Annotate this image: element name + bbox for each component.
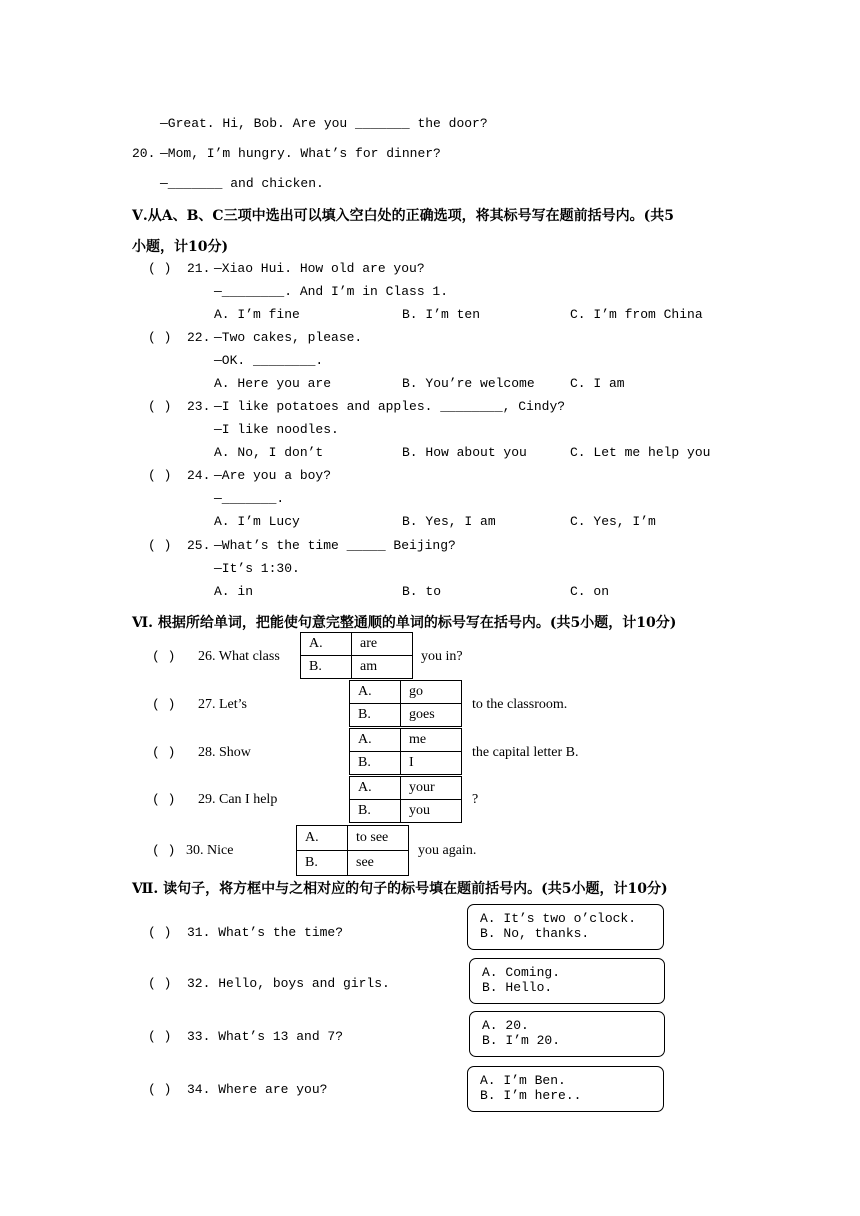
option-b-label: B. <box>350 800 401 823</box>
answer-parentheses[interactable]: ( ) <box>148 1029 172 1044</box>
option-b: B. I’m 20. <box>482 1033 561 1048</box>
question-stem: 27. Let’s <box>198 697 247 712</box>
answer-box <box>467 904 664 950</box>
question-line: —Xiao Hui. How old are you? <box>214 261 425 276</box>
option-b: B. No, thanks. <box>480 926 590 941</box>
answer-parentheses[interactable]: ( ) <box>148 538 172 553</box>
option-b-word: I <box>401 752 462 775</box>
choice-table <box>349 728 462 775</box>
option-b: B. Hello. <box>482 980 553 995</box>
answer-parentheses[interactable]: ( ) <box>152 745 176 760</box>
answer-parentheses[interactable]: ( ) <box>148 976 172 991</box>
option-c: C. on <box>570 584 610 599</box>
option-b: B. You’re welcome <box>402 376 535 391</box>
option-b: B. I’m here.. <box>480 1088 582 1103</box>
answer-parentheses[interactable]: ( ) <box>152 649 176 664</box>
option-c: C. I am <box>570 376 625 391</box>
option-b: B. Yes, I am <box>402 514 496 529</box>
question-tail: you again. <box>418 843 477 858</box>
question-tail: you in? <box>421 649 463 664</box>
option-b: B. I’m ten <box>402 307 481 322</box>
option-a-label: A. <box>350 777 401 800</box>
option-a: A. Here you are <box>214 376 332 391</box>
answer-box <box>467 1066 664 1112</box>
option-a-word: me <box>401 729 462 752</box>
question-text: 31. What’s the time? <box>187 925 344 940</box>
question-stem: 30. Nice <box>186 843 234 858</box>
option-b-label: B. <box>350 752 401 775</box>
option-b-word: see <box>348 851 409 876</box>
dialog-line: —Mom, I’m hungry. What’s for dinner? <box>160 146 441 161</box>
option-c: C. I’m from China <box>570 307 703 322</box>
option-b-label: B. <box>301 656 352 679</box>
option-b-word: you <box>401 800 462 823</box>
section-heading: Ⅵ. 根据所给单词，把能使句意完整通顺的单词的标号写在括号内。(共5小题，计10分) <box>132 615 677 631</box>
question-number: 20. <box>132 146 156 161</box>
question-line: —What’s the time _____ Beijing? <box>214 538 456 553</box>
option-c: C. Yes, I’m <box>570 514 656 529</box>
answer-parentheses[interactable]: ( ) <box>148 330 172 345</box>
option-b: B. to <box>402 584 442 599</box>
option-a: A. I’m fine <box>214 307 300 322</box>
question-line: —OK. ________. <box>214 353 324 368</box>
question-text: 34. Where are you? <box>187 1082 328 1097</box>
question-text: 32. Hello, boys and girls. <box>187 976 390 991</box>
option-a-label: A. <box>350 729 401 752</box>
answer-parentheses[interactable]: ( ) <box>148 468 172 483</box>
question-number: 22. <box>187 330 211 345</box>
option-a-label: A. <box>297 826 348 851</box>
choice-table <box>300 632 413 679</box>
question-stem: 26. What class <box>198 649 280 664</box>
answer-parentheses[interactable]: ( ) <box>148 925 172 940</box>
question-line: —Are you a boy? <box>214 468 332 483</box>
section-heading-cont: 小题，计10分) <box>132 239 229 255</box>
option-a: A. No, I don’t <box>214 445 324 460</box>
question-tail: to the classroom. <box>472 697 568 712</box>
question-line: —Two cakes, please. <box>214 330 363 345</box>
question-number: 21. <box>187 261 211 276</box>
option-b-word: goes <box>401 704 462 727</box>
choice-table <box>349 776 462 823</box>
question-stem: 28. Show <box>198 745 251 760</box>
answer-box <box>469 1011 665 1057</box>
question-line: —It’s 1:30. <box>214 561 300 576</box>
option-a: A. Coming. <box>482 965 561 980</box>
option-a: A. I’m Ben. <box>480 1073 566 1088</box>
option-a-word: go <box>401 681 462 704</box>
question-number: 24. <box>187 468 211 483</box>
option-a: A. 20. <box>482 1018 529 1033</box>
option-a: A. I’m Lucy <box>214 514 300 529</box>
choice-table <box>296 825 409 876</box>
dialog-line: —_______ and chicken. <box>160 176 324 191</box>
option-b-word: am <box>352 656 413 679</box>
option-a-label: A. <box>350 681 401 704</box>
section-heading: Ⅴ.从A、B、C三项中选出可以填入空白处的正确选项，将其标号写在题前括号内。(共5 <box>132 208 674 224</box>
option-a-label: A. <box>301 633 352 656</box>
question-tail: the capital letter B. <box>472 745 579 760</box>
option-a: A. It’s two o’clock. <box>480 911 637 926</box>
question-stem: 29. Can I help <box>198 792 278 807</box>
option-b: B. How about you <box>402 445 527 460</box>
answer-parentheses[interactable]: ( ) <box>152 697 176 712</box>
answer-box <box>469 958 665 1004</box>
option-a: A. in <box>214 584 254 599</box>
question-text: 33. What’s 13 and 7? <box>187 1029 344 1044</box>
option-b-label: B. <box>297 851 348 876</box>
option-a-word: to see <box>348 826 409 851</box>
option-c: C. Let me help you <box>570 445 711 460</box>
question-number: 25. <box>187 538 211 553</box>
question-line: —_______. <box>214 491 285 506</box>
answer-parentheses[interactable]: ( ) <box>152 792 176 807</box>
option-a-word: your <box>401 777 462 800</box>
question-tail: ? <box>472 792 479 807</box>
section-heading: Ⅶ. 读句子，将方框中与之相对应的句子的标号填在题前括号内。(共5小题，计10分) <box>132 881 668 897</box>
answer-parentheses[interactable]: ( ) <box>148 261 172 276</box>
option-a-word: are <box>352 633 413 656</box>
dialog-line: —Great. Hi, Bob. Are you _______ the door? <box>160 116 488 131</box>
question-line: —I like noodles. <box>214 422 339 437</box>
question-number: 23. <box>187 399 211 414</box>
question-line: —I like potatoes and apples. ________, Cindy? <box>214 399 566 414</box>
choice-table <box>349 680 462 727</box>
answer-parentheses[interactable]: ( ) <box>152 843 176 858</box>
answer-parentheses[interactable]: ( ) <box>148 1082 172 1097</box>
option-b-label: B. <box>350 704 401 727</box>
question-line: —________. And I’m in Class 1. <box>214 284 449 299</box>
answer-parentheses[interactable]: ( ) <box>148 399 172 414</box>
